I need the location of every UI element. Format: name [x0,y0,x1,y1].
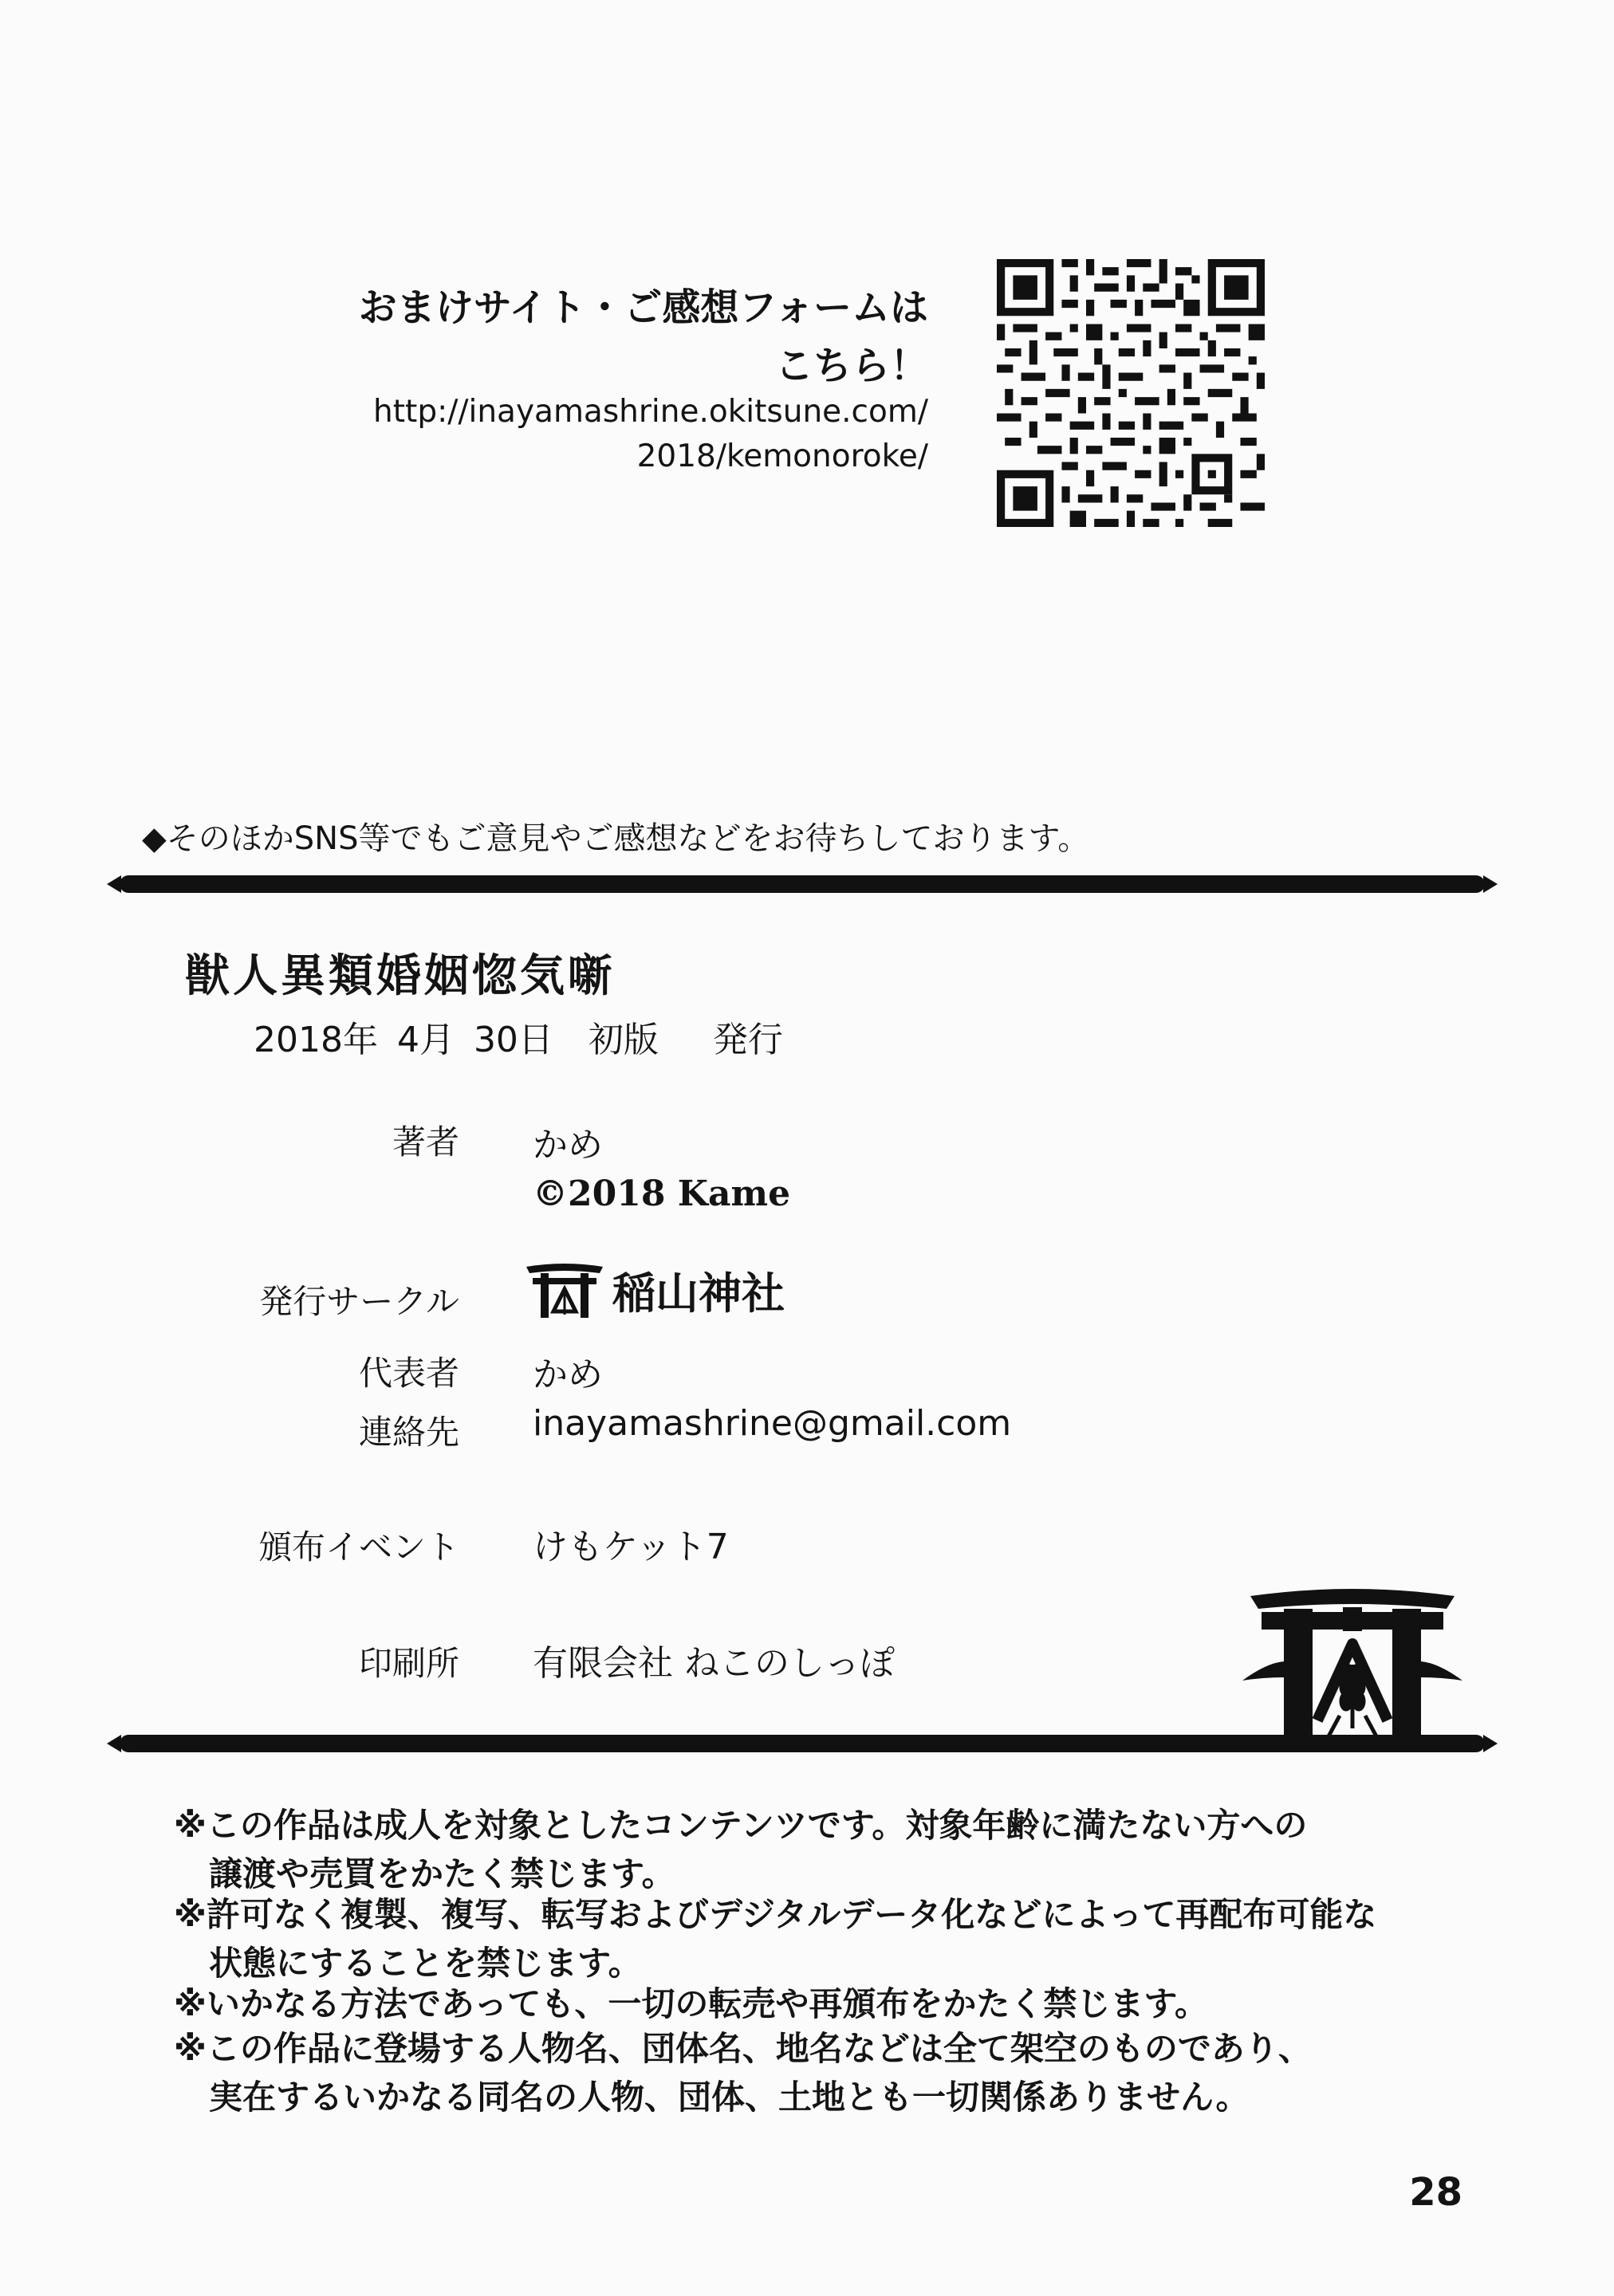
torii-gate-icon [1234,1585,1470,1744]
promo-heading-line2: こちら！ [774,344,928,388]
contact-email[interactable]: inayamashrine@gmail.com [533,1403,1012,1444]
representative-value: かめ [533,1354,603,1395]
circle-logo [525,1262,785,1318]
notice-4-line1: ※この作品に登場する人物名、団体名、地名などは全て架空のものであり、 [174,2029,1312,2068]
promo-heading: おまけサイト・ご感想フォームは [358,285,928,330]
promo-url-line1[interactable]: http://inayamashrine.okitsune.com/ [373,394,928,430]
promo-url-line2[interactable]: 2018/kemonoroke/ [636,438,928,474]
printer-value: 有限会社 ねこのしっぽ [533,1643,895,1684]
notice-3-line1: ※いかなる方法であっても、一切の転売や再頒布をかたく禁じます。 [174,1984,1209,2023]
page-number: 28 [1409,2170,1462,2215]
notice-1-line1: ※この作品は成人を対象としたコンテンツです。対象年齢に満たない方への [174,1806,1308,1845]
qr-code-icon[interactable] [997,259,1265,527]
circle-label: 発行サークル [259,1282,459,1321]
author-label: 著者 [392,1122,459,1162]
notice-2-line1: ※許可なく複製、複写、転写およびデジタルデータ化などによって再配布可能な [174,1895,1377,1934]
event-label: 頒布イベント [258,1527,459,1567]
author-value: かめ [533,1125,603,1166]
divider-bottom [120,1735,1485,1752]
copyright: ©2018 Kame [533,1174,791,1214]
book-title: 獣人異類婚姻惚気噺 [185,949,616,1002]
contact-label: 連絡先 [358,1413,459,1452]
event-value: けもケット7 [533,1527,729,1567]
sns-feedback-note: ◆そのほかSNS等でもご意見やご感想などをお待ちしております。 [142,820,1090,857]
representative-label: 代表者 [358,1354,459,1393]
notice-1-line2: 譲渡や売買をかたく禁じます。 [209,1854,675,1893]
circle-name: 稲山神社 [612,1267,785,1319]
printer-label: 印刷所 [358,1644,459,1683]
notice-2-line2: 状態にすることを禁じます。 [209,1944,642,1983]
notice-4-line2: 実在するいかなる同名の人物、団体、土地とも一切関係ありません。 [209,2078,1250,2117]
torii-logo-icon [525,1262,604,1318]
divider-top [120,875,1485,893]
publication-date: 2018年 4月 30日 初版 発行 [254,1020,783,1060]
